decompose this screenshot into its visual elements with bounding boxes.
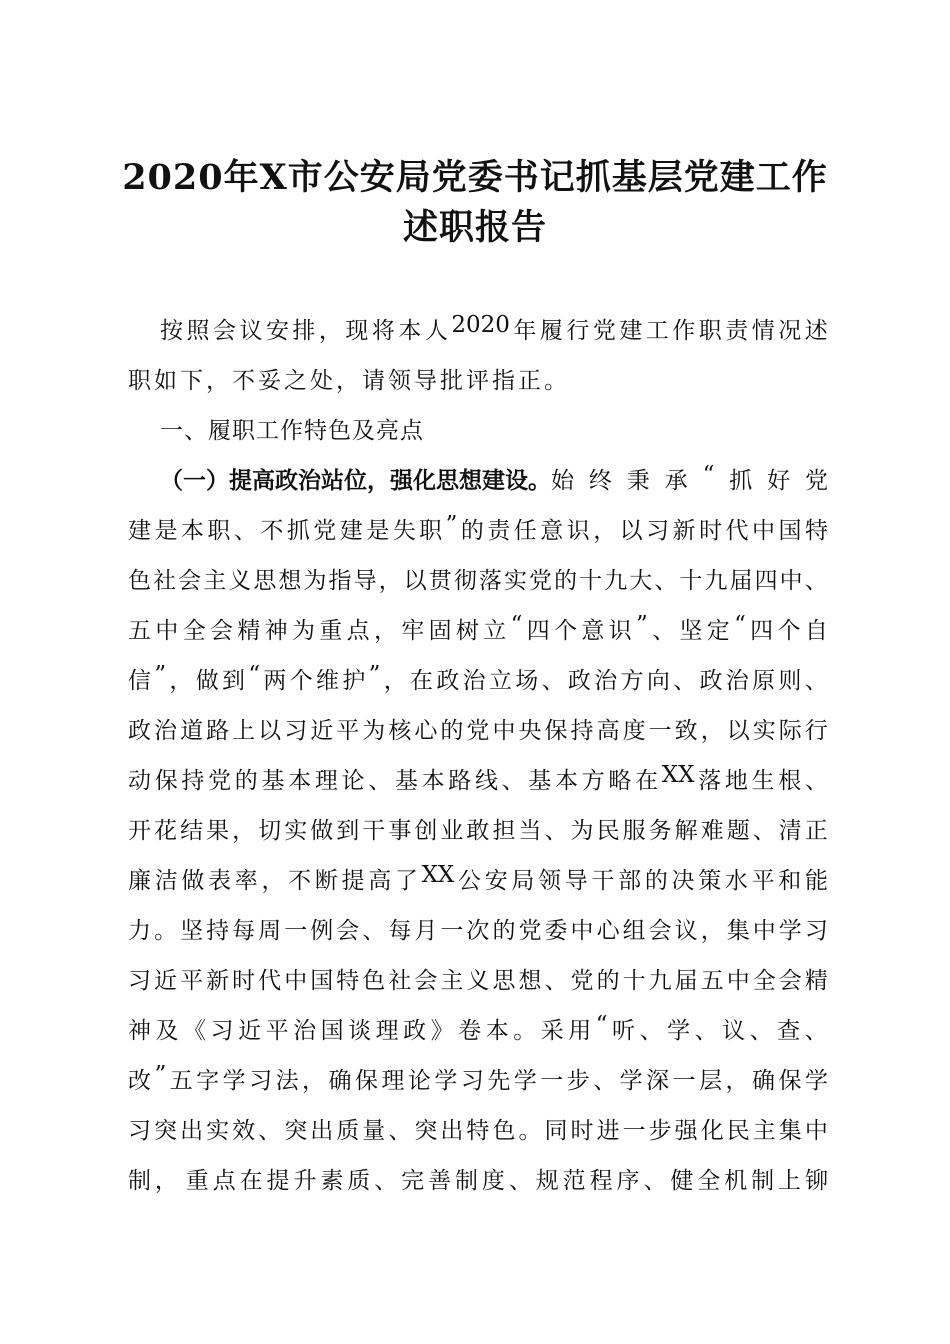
- paragraph-1-line: 制 ， 重 点 在 提 升 素 质 、 完 善 制 度 、 规 范 程 序 、 健 全 机 制 上 铆: [128, 1168, 828, 1194]
- paragraph-1-line: 色 社 会 主 义 思 想 为 指 导 ， 以 贯 彻 落 实 党 的 十 九 大 、 十 九 届 四 中 、: [128, 568, 828, 594]
- paragraph-1-line: 开 花 结 果 ， 切 实 做 到 干 事 创 业 敢 担 当 、 为 民 服 务 解 难 题 、 清 正: [128, 818, 828, 844]
- paragraph-1-line: 改 ” 五 字 学 习 法 ， 确 保 理 论 学 习 先 学 一 步 、 学 深 一 层 ， 确 保 学: [128, 1062, 828, 1094]
- paragraph-1-bold-lead: （一）提高政治站位，强化思想建设。: [160, 467, 551, 494]
- paragraph-1-first-line-rest: 始 终 秉 承 “ 抓 好 党: [551, 462, 828, 494]
- paragraph-1-line: 五 中 全 会 精 神 为 重 点 ， 牢 固 树 立 “ 四 个 意 识 ” 、 坚 定 “ 四 个 自: [128, 612, 828, 644]
- paragraph-1-first-line: [160, 462, 828, 495]
- paragraph-1-line: 廉 洁 做 表 率 ， 不 断 提 高 了 XX 公 安 局 领 导 干 部 的 决 策 水 平 和 能: [128, 862, 828, 894]
- paragraph-1-line: 力 。 坚 持 每 周 一 例 会 、 每 月 一 次 的 党 委 中 心 组 会 议 ， 集 中 学 习: [128, 918, 828, 944]
- paragraph-1-line: 信 ” ， 做 到 “ 两 个 维 护 ” ， 在 政 治 立 场 、 政 治 方 向 、 政 治 原 则 、: [128, 662, 828, 694]
- paragraph-1-line: 动 保 持 党 的 基 本 理 论 、 基 本 路 线 、 基 本 方 略 在 XX 落 地 生 根 、: [128, 762, 828, 794]
- paragraph-1-line: 建 是 本 职 、 不 抓 党 建 是 失 职 ” 的 责 任 意 识 ， 以 习 新 时 代 中 国 特: [128, 512, 828, 544]
- intro-line-2: 职如下，不妥之处，请领导批评指正。: [128, 368, 570, 394]
- document-title-line-1: 2020年X市公安局党委书记抓基层党建工作: [122, 157, 828, 198]
- paragraph-1-line: 习 近 平 新 时 代 中 国 特 色 社 会 主 义 思 想 、 党 的 十 九 届 五 中 全 会 精: [128, 968, 828, 994]
- section-heading-1: 一、履职工作特色及亮点: [160, 418, 424, 444]
- document-title-line-2: 述职报告: [402, 207, 547, 248]
- paragraph-1-line: 政 治 道 路 上 以 习 近 平 为 核 心 的 党 中 央 保 持 高 度 一 致 ， 以 实 际 行: [128, 718, 828, 744]
- paragraph-1-line: 习 突 出 实 效 、 突 出 质 量 、 突 出 特 色 。 同 时 进 一 步 强 化 民 主 集 中: [128, 1118, 828, 1144]
- intro-line-1: 按 照 会 议 安 排 ， 现 将 本 人 2020 年 履 行 党 建 工 作 职 责 情 况 述: [160, 312, 828, 344]
- paragraph-1-line: 神 及 《 习 近 平 治 国 谈 理 政 》 卷 本 。 采 用 “ 听 、 学 、 议 、 查 、: [128, 1012, 828, 1044]
